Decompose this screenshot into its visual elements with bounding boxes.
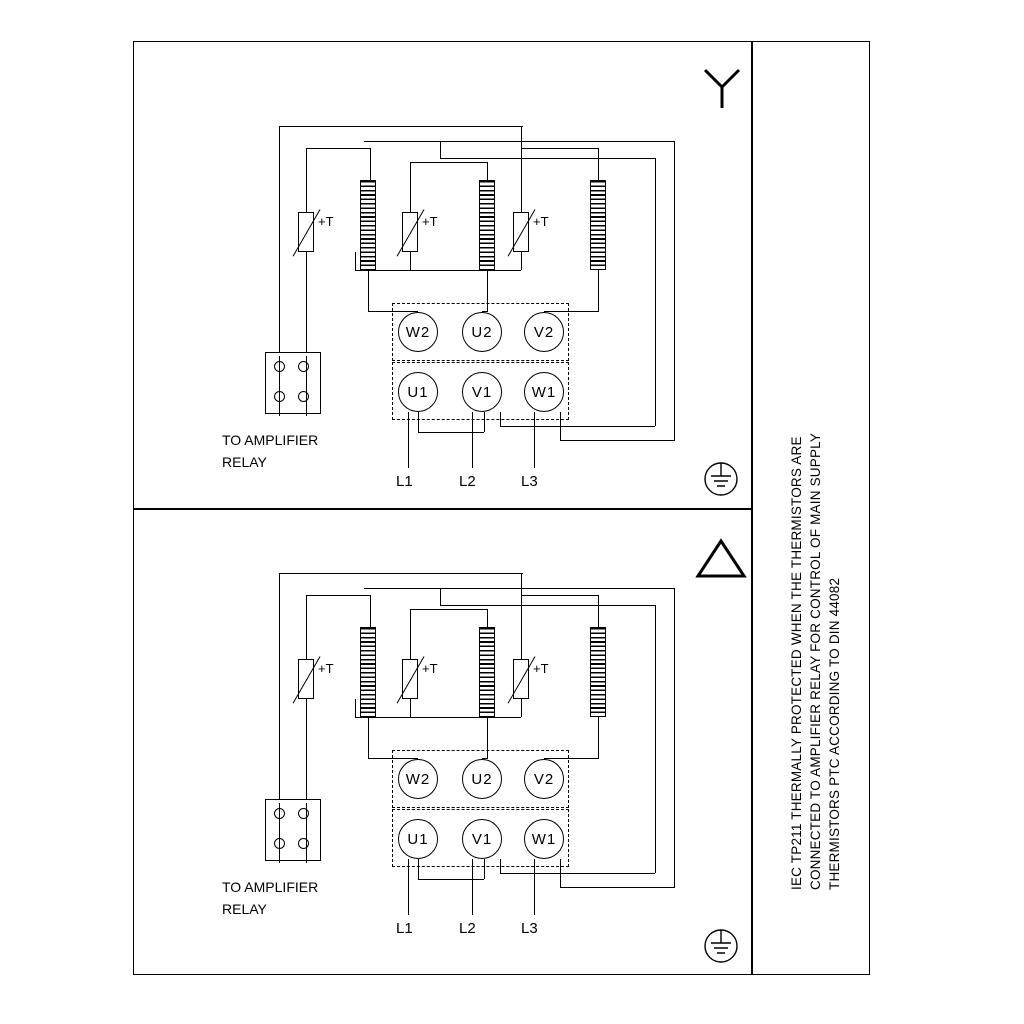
coil-1-to-w2-delta bbox=[368, 717, 369, 759]
phase-l1-lead-b-delta bbox=[418, 859, 419, 879]
thermistor-link-12b bbox=[355, 252, 356, 270]
thermistor-rail-left-drop bbox=[279, 126, 280, 356]
delta-rail-outer-top bbox=[364, 588, 674, 589]
terminal-v1[interactable]: V1 bbox=[462, 372, 502, 412]
delta-rail-outer-bottom bbox=[560, 887, 674, 888]
earth-ground-icon-2 bbox=[700, 925, 742, 967]
winding-coil-2 bbox=[479, 180, 495, 270]
note-line-2: CONNECTED TO AMPLIFIER RELAY FOR CONTROL OF MAIN SUPPLY bbox=[808, 432, 823, 890]
coil-2-to-u2-delta bbox=[487, 717, 488, 759]
note-line-1: IEC TP211 THERMALLY PROTECTED WHEN THE THERMISTORS ARE bbox=[789, 436, 804, 890]
star-rail-inner-bottom bbox=[500, 426, 655, 427]
terminal-v2[interactable]: V2 bbox=[524, 312, 564, 352]
star-rail-outer-bottom bbox=[560, 440, 674, 441]
delta-connection-icon bbox=[694, 536, 748, 580]
winding-coil-3 bbox=[590, 180, 606, 270]
thermistor-2-top-lead-delta bbox=[410, 609, 411, 659]
connector-lead-right-delta bbox=[306, 803, 307, 863]
phase-label-l2: L2 bbox=[459, 473, 476, 490]
earth-ground-icon bbox=[700, 458, 742, 500]
thermistor-3-bot-lead bbox=[521, 252, 522, 270]
thermistor-1-top-link bbox=[306, 148, 370, 149]
phase-l3-lead-delta bbox=[534, 859, 535, 915]
coil-1-to-w2 bbox=[368, 270, 369, 312]
thermistor-3-top-link-delta bbox=[521, 595, 598, 596]
thermistor-2-delta bbox=[402, 659, 418, 699]
terminal-w2-delta[interactable]: W2 bbox=[398, 759, 438, 799]
thermistor-3-bot-lead-delta bbox=[521, 699, 522, 717]
note-column-divider bbox=[751, 41, 753, 975]
terminal-u2-delta[interactable]: U2 bbox=[462, 759, 502, 799]
phase-label-l3-delta: L3 bbox=[521, 920, 538, 937]
thermistor-link-12b-delta bbox=[355, 699, 356, 717]
phase-l1-link bbox=[418, 432, 484, 433]
thermistor-rail-left-drop-delta bbox=[279, 573, 280, 803]
phase-label-l1-delta: L1 bbox=[396, 920, 413, 937]
thermistor-label-2: +T bbox=[422, 214, 438, 229]
amplifier-label-line2: RELAY bbox=[222, 454, 267, 470]
delta-rail-inner-bottom bbox=[500, 873, 655, 874]
connector-lead-right bbox=[306, 356, 307, 416]
amplifier-label-line2-delta: RELAY bbox=[222, 901, 267, 917]
terminal-w1-delta[interactable]: W1 bbox=[524, 819, 564, 859]
terminal-v2-delta[interactable]: V2 bbox=[524, 759, 564, 799]
thermistor-label-1-delta: +T bbox=[318, 661, 334, 676]
panel-divider bbox=[133, 508, 752, 510]
thermistor-chain-b bbox=[487, 162, 488, 182]
coil-1-to-w2-h-delta bbox=[368, 758, 418, 759]
connector-pin-2-delta bbox=[298, 808, 309, 819]
star-rail-outer-right bbox=[674, 141, 675, 441]
phase-l2-lead bbox=[472, 412, 473, 468]
terminal-u1-delta[interactable]: U1 bbox=[398, 819, 438, 859]
winding-coil-3-delta bbox=[590, 627, 606, 717]
star-connection-icon bbox=[697, 62, 747, 112]
thermistor-2-top-lead bbox=[410, 162, 411, 212]
thermistor-rail-top-delta bbox=[279, 573, 523, 574]
star-rail-outer-bottom-drop bbox=[560, 412, 561, 440]
thermistor-label-2-delta: +T bbox=[422, 661, 438, 676]
thermistor-label-3: +T bbox=[533, 214, 549, 229]
star-rail-outer-top bbox=[364, 141, 674, 142]
winding-coil-1-delta bbox=[360, 627, 376, 717]
thermistor-2-bot-lead bbox=[410, 252, 411, 270]
thermistor-1 bbox=[298, 212, 314, 252]
thermistor-chain-b-delta bbox=[487, 609, 488, 629]
thermistor-label-3-delta: +T bbox=[533, 661, 549, 676]
connector-lead-left-delta bbox=[279, 803, 280, 863]
delta-rail-outer-bottom-drop bbox=[560, 859, 561, 887]
terminal-u2[interactable]: U2 bbox=[462, 312, 502, 352]
thermistor-rail-top bbox=[279, 126, 523, 127]
coil-3-to-v2-delta bbox=[598, 717, 599, 759]
star-rail-inner-top bbox=[440, 158, 655, 159]
phase-label-l2-delta: L2 bbox=[459, 920, 476, 937]
amplifier-connector-block bbox=[265, 352, 321, 414]
thermistor-chain-a-delta bbox=[370, 595, 371, 629]
phase-label-l3: L3 bbox=[521, 473, 538, 490]
connector-pin-4-delta bbox=[298, 838, 309, 849]
thermistor-3-delta bbox=[513, 659, 529, 699]
delta-rail-inner-right bbox=[655, 605, 656, 873]
phase-l1-link-delta bbox=[418, 879, 484, 880]
thermistor-1-bot-lead bbox=[306, 252, 307, 356]
phase-l2-lead-b bbox=[484, 412, 485, 432]
thermistor-2 bbox=[402, 212, 418, 252]
note-line-3: THERMISTORS PTC ACCORDING TO DIN 44082 bbox=[827, 577, 842, 890]
delta-rail-inner-top bbox=[440, 605, 655, 606]
thermistor-chain-c-delta bbox=[598, 595, 599, 629]
thermistor-2-bot-link bbox=[410, 270, 521, 271]
coil-3-to-v2-h-delta bbox=[544, 758, 598, 759]
coil-1-to-w2-h bbox=[368, 311, 418, 312]
thermistor-2-top-link-delta bbox=[410, 609, 487, 610]
terminal-w1[interactable]: W1 bbox=[524, 372, 564, 412]
coil-3-to-v2-h bbox=[544, 311, 598, 312]
phase-l2-lead-b-delta bbox=[484, 859, 485, 879]
phase-l2-lead-delta bbox=[472, 859, 473, 915]
winding-coil-1 bbox=[360, 180, 376, 270]
thermistor-3-top-lead bbox=[521, 126, 522, 212]
delta-rail-outer-right bbox=[674, 588, 675, 888]
thermistor-1-delta bbox=[298, 659, 314, 699]
star-lead-u1-left bbox=[440, 141, 441, 158]
thermistor-2-top-link bbox=[410, 162, 487, 163]
connector-pin-2 bbox=[298, 361, 309, 372]
coil-2-to-u2-h bbox=[482, 311, 488, 312]
phase-l1-lead-delta bbox=[408, 859, 409, 915]
terminal-v1-delta[interactable]: V1 bbox=[462, 819, 502, 859]
coil-2-to-u2 bbox=[487, 270, 488, 312]
thermistor-3 bbox=[513, 212, 529, 252]
phase-label-l1: L1 bbox=[396, 473, 413, 490]
amplifier-label-line1: TO AMPLIFIER bbox=[222, 432, 319, 448]
star-rail-inner-bottom-drop bbox=[500, 412, 501, 426]
amplifier-connector-block-delta bbox=[265, 799, 321, 861]
thermistor-1-bot-lead-delta bbox=[306, 699, 307, 803]
coil-3-to-v2 bbox=[598, 270, 599, 312]
amplifier-label-line1-delta: TO AMPLIFIER bbox=[222, 879, 319, 895]
winding-coil-2-delta bbox=[479, 627, 495, 717]
thermistor-2-bot-lead-delta bbox=[410, 699, 411, 717]
connector-lead-left bbox=[279, 356, 280, 416]
thermistor-chain-c bbox=[598, 148, 599, 182]
thermistor-chain-a bbox=[370, 148, 371, 182]
thermistor-3-top-lead-delta bbox=[521, 573, 522, 659]
thermistor-1-top-link-delta bbox=[306, 595, 370, 596]
thermistor-3-top-link bbox=[521, 148, 598, 149]
terminal-u1[interactable]: U1 bbox=[398, 372, 438, 412]
star-rail-inner-right bbox=[655, 158, 656, 426]
thermistor-label-1: +T bbox=[318, 214, 334, 229]
phase-l1-lead bbox=[408, 412, 409, 468]
delta-lead-u1-left bbox=[440, 588, 441, 605]
phase-l1-lead-b bbox=[418, 412, 419, 432]
delta-rail-inner-bottom-drop bbox=[500, 859, 501, 873]
thermistor-2-bot-link-delta bbox=[410, 717, 521, 718]
thermistor-link-12 bbox=[355, 270, 410, 271]
thermistor-1-top-lead bbox=[306, 148, 307, 212]
phase-l3-lead bbox=[534, 412, 535, 468]
thermistor-link-12-delta bbox=[355, 717, 410, 718]
coil-2-to-u2-h-delta bbox=[482, 758, 488, 759]
terminal-w2[interactable]: W2 bbox=[398, 312, 438, 352]
thermistor-1-top-lead-delta bbox=[306, 595, 307, 659]
connector-pin-4 bbox=[298, 391, 309, 402]
